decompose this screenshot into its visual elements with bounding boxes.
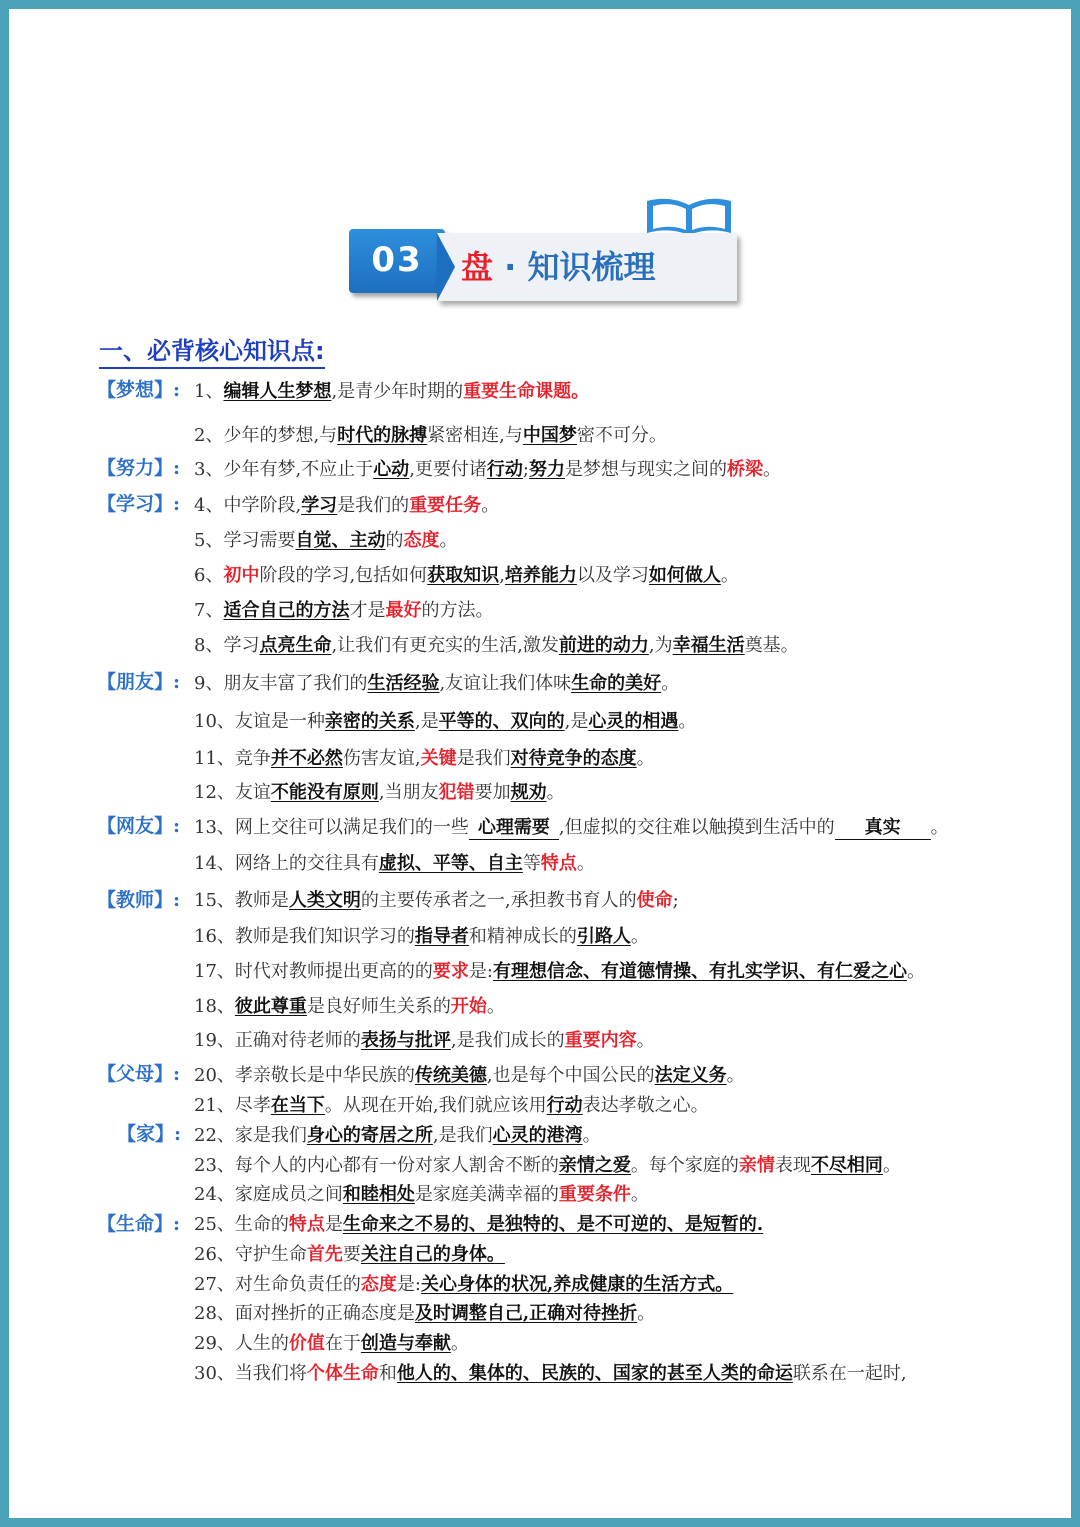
highlight-term: 要求 [432,961,469,982]
line-text: 。 [661,673,680,694]
key-term: 如何做人 [648,565,721,586]
key-term: 人类文明 [288,890,361,911]
section-banner [339,197,759,317]
tag-study: 【学习】: [97,493,181,515]
arrow-icon [437,233,455,301]
line-text: 表达孝敬之心。 [582,1095,709,1116]
section-number-box [349,229,445,293]
line-text: 伤害友谊, [342,748,421,769]
key-term: 点亮生命 [259,635,332,656]
line-text: 22、家是我们 [194,1125,307,1146]
key-term: 有理想信念、有道德情操、有扎实学识、有仁爱之心 [492,961,907,982]
line-text: 20、孝亲敬长是中华民族的 [194,1065,415,1086]
line-text: ,是 [564,711,589,732]
line-text: 16、教师是我们知识学习的 [194,926,415,947]
line-text: 23、每个人的内心都有一份对家人割舍不断的 [194,1155,559,1176]
highlight-term: 最好 [385,600,422,621]
knowledge-line-27 [194,1270,733,1296]
section-heading: 一、必背核心知识点: [99,331,325,369]
line-text: 。 [763,459,781,480]
knowledge-line-12 [194,778,565,804]
key-term: 及时调整自己,正确对待挫折 [414,1303,638,1324]
line-text: ,是我们 [432,1125,493,1146]
key-term: 生活经验 [367,673,440,694]
line-text: ,当朋友 [378,782,439,803]
key-term: 行动 [486,459,523,480]
key-term: 行动 [546,1095,583,1116]
knowledge-line-20 [194,1061,745,1087]
key-term: 生命来之不易的、是独特的、是不可逆的、是短暂的. [342,1214,764,1235]
line-text: 6、 [194,565,224,586]
key-term: 中国梦 [522,425,577,446]
line-text: ,但虚拟的交往难以触摸到生活中的 [558,817,835,838]
tag-parents: 【父母】: [97,1063,181,1085]
key-term: 身心的寄居之所 [306,1125,433,1146]
line-text: 密不可分。 [576,425,667,446]
line-text: 以及学习 [576,565,649,586]
key-term: 获取知识 [427,565,500,586]
key-term: 学习 [301,495,338,516]
highlight-term: 亲情 [738,1155,775,1176]
knowledge-line-15 [194,886,679,912]
line-text: 。 [546,782,565,803]
highlight-term: 初中 [223,565,260,586]
line-text: 。 [576,853,595,874]
line-text: 18、 [194,996,235,1017]
title-rest: 知识梳理 [527,248,656,286]
line-text: 4、中学阶段, [194,495,302,516]
line-text: 。 [906,961,925,982]
line-text: 是梦想与现实之间的 [565,459,727,480]
key-term: 彼此尊重 [234,996,307,1017]
highlight-term: 价值 [288,1333,325,1354]
knowledge-line-1 [194,377,589,403]
key-term: 创造与奉献 [360,1333,451,1354]
line-text: 是我们 [456,748,511,769]
line-text: 奠基。 [744,635,799,656]
line-text: 10、友谊是一种 [194,711,325,732]
knowledge-line-22 [194,1121,601,1147]
key-term: 心灵的港湾 [492,1125,583,1146]
line-text: ,是 [414,711,439,732]
knowledge-line-3 [194,455,781,481]
key-term: 规劝 [510,782,547,803]
line-text: 要加 [474,782,511,803]
knowledge-line-10 [194,707,696,733]
key-term: 努力 [529,459,565,480]
knowledge-line-17 [194,957,925,983]
line-text: 。 [450,1333,469,1354]
line-text: 27、对生命负责任的 [194,1274,361,1295]
page [9,9,1071,1518]
line-text: 。 [481,495,500,516]
line-text: 21、尽孝 [194,1095,271,1116]
key-term: 时代的脉搏 [337,425,428,446]
line-text: 19、正确对待老师的 [194,1030,361,1051]
key-term: 引路人 [576,926,631,947]
section-title [461,233,655,301]
key-term: 培养能力 [504,565,577,586]
tag-life: 【生命】: [97,1213,181,1235]
line-text: ,让我们有更充实的生活,激发 [331,635,559,656]
key-term: 心动 [373,459,410,480]
line-text: 是: [396,1274,421,1295]
key-term: 亲情之爱 [558,1155,631,1176]
key-term: 虚拟、平等、自主 [378,853,523,874]
line-text: 12、友谊 [194,782,271,803]
key-term: 编辑人生梦想 [223,381,332,402]
tag-home: 【家】: [117,1123,182,1145]
highlight-term: 重要任务 [409,495,482,516]
line-text: 14、网络上的交往具有 [194,853,379,874]
key-term: 自觉、主动 [295,530,386,551]
line-text: 。 [439,530,458,551]
knowledge-line-23 [194,1151,901,1177]
line-text: 。 [486,996,505,1017]
line-text: 和精神成长的 [468,926,577,947]
tag-friend: 【朋友】: [97,671,181,693]
highlight-term: 态度 [403,530,440,551]
highlight-term: 重要内容 [564,1030,637,1051]
line-text: 。 [630,1184,649,1205]
tag-teacher: 【教师】: [97,889,181,911]
line-text: 30、当我们将 [194,1363,307,1384]
key-term: 幸福生活 [672,635,745,656]
line-text: 。每个家庭的 [630,1155,739,1176]
title-dot: · [493,248,528,286]
key-term: 并不必然 [270,748,343,769]
tag-effort: 【努力】: [97,457,181,479]
line-text: 联系在一起时, [792,1363,907,1384]
highlight-term: 开始 [450,996,487,1017]
line-text: 26、守护生命 [194,1244,307,1265]
knowledge-line-11 [194,744,655,770]
key-term: 表扬与批评 [360,1030,451,1051]
key-term: 真实 [835,813,931,840]
line-text: ,也是每个中国公民的 [486,1065,655,1086]
line-text: , [499,565,505,586]
line-text: ,为 [648,635,673,656]
line-text: ; [522,459,529,480]
line-text: 9、朋友丰富了我们的 [194,673,368,694]
highlight-term: 重要生命课题。 [463,381,590,402]
line-text: 28、面对挫折的正确态度是 [194,1303,415,1324]
line-text: 2、少年的梦想,与 [194,425,338,446]
highlight-term: 个体生命 [306,1363,379,1384]
key-term: 亲密的关系 [324,711,415,732]
knowledge-line-28 [194,1299,655,1325]
line-text: 是 [324,1214,343,1235]
knowledge-line-24 [194,1180,649,1206]
highlight-term: 首先 [306,1244,343,1265]
line-text: 。 [630,926,649,947]
knowledge-line-7 [194,596,493,622]
line-text: 1、 [194,381,224,402]
key-term: 他人的、集体的、民族的、国家的甚至人类的命运 [396,1363,793,1384]
knowledge-line-29 [194,1329,469,1355]
key-term: 前进的动力 [558,635,649,656]
line-text: 阶段的学习,包括如何 [259,565,428,586]
highlight-term: 桥梁 [727,459,763,480]
highlight-term: 犯错 [438,782,475,803]
line-text: ,友谊让我们体味 [439,673,572,694]
tag-dream: 【梦想】: [97,379,181,401]
knowledge-line-2 [194,421,667,447]
title-red: 盘 [461,248,494,286]
line-text: 。 [930,817,949,838]
line-text: 在于 [324,1333,361,1354]
line-text: 15、教师是 [194,890,289,911]
highlight-term: 使命 [636,890,673,911]
line-text: 11、竞争 [194,748,271,769]
line-text: 。 [726,1065,745,1086]
line-text: 29、人生的 [194,1333,289,1354]
knowledge-line-21 [194,1091,709,1117]
knowledge-line-8 [194,631,799,657]
line-text: 。 [678,711,697,732]
line-text: 17、时代对教师提出更高的的 [194,961,433,982]
line-text: 。 [882,1155,901,1176]
key-term: 平等的、双向的 [438,711,565,732]
line-text: 。 [582,1125,601,1146]
line-text: ,是我们成长的 [450,1030,565,1051]
book-icon [639,197,739,237]
key-term: 不能没有原则 [270,782,379,803]
key-term: 指导者 [414,926,469,947]
key-term: 适合自己的方法 [223,600,350,621]
knowledge-line-25 [194,1210,763,1236]
key-term: 法定义务 [654,1065,727,1086]
line-text: 。 [636,748,655,769]
key-term: 对待竞争的态度 [510,748,637,769]
line-text: 的主要传承者之一,承担教书育人的 [360,890,637,911]
knowledge-line-6 [194,561,739,587]
key-term: 传统美德 [414,1065,487,1086]
line-text: 。从现在开始,我们就应该用 [324,1095,547,1116]
highlight-term: 态度 [360,1274,397,1295]
key-term: 心理需要 [469,813,559,840]
line-text: 等 [522,853,541,874]
highlight-term: 特点 [288,1214,325,1235]
line-text: 5、学习需要 [194,530,296,551]
knowledge-line-26 [194,1240,505,1266]
tag-netfriend: 【网友】: [97,815,181,837]
line-text: 13、网上交往可以满足我们的一些 [194,817,469,838]
knowledge-line-19 [194,1026,655,1052]
key-term: 生命的美好 [571,673,662,694]
line-text: 的方法。 [421,600,494,621]
highlight-term: 重要条件 [558,1184,631,1205]
key-term: 关注自己的身体。 [360,1244,505,1265]
line-text: 。 [636,1030,655,1051]
key-term: 在当下 [270,1095,325,1116]
line-text: 表现 [774,1155,811,1176]
line-text: 。 [637,1303,656,1324]
line-text: 是: [468,961,493,982]
section-number: 03 [371,240,423,280]
line-text: 24、家庭成员之间 [194,1184,343,1205]
line-text: ,是青少年时期的 [331,381,464,402]
knowledge-line-5 [194,526,457,552]
line-text: 25、生命的 [194,1214,289,1235]
line-text: 的 [385,530,404,551]
key-term: 不尽相同 [810,1155,883,1176]
knowledge-line-30 [194,1359,907,1385]
key-term: 关心身体的状况,养成健康的生活方式。 [420,1274,734,1295]
line-text: ,更要付诸 [409,459,487,480]
knowledge-line-16 [194,922,649,948]
highlight-term: 特点 [540,853,577,874]
line-text: 是良好师生关系的 [306,996,451,1017]
knowledge-line-14 [194,849,595,875]
line-text: 和 [378,1363,397,1384]
line-text: 紧密相连,与 [427,425,523,446]
line-text: 是我们的 [337,495,410,516]
knowledge-line-13 [194,813,949,840]
line-text: ; [672,890,679,911]
highlight-term: 关键 [420,748,457,769]
key-term: 和睦相处 [342,1184,415,1205]
knowledge-line-18 [194,992,505,1018]
knowledge-line-9 [194,669,679,695]
line-text: 是家庭美满幸福的 [414,1184,559,1205]
key-term: 心灵的相遇 [588,711,679,732]
line-text: 8、学习 [194,635,260,656]
line-text: 。 [720,565,739,586]
line-text: 7、 [194,600,224,621]
line-text: 要 [342,1244,361,1265]
knowledge-line-4 [194,491,499,517]
line-text: 才是 [349,600,386,621]
line-text: 3、少年有梦,不应止于 [194,459,374,480]
